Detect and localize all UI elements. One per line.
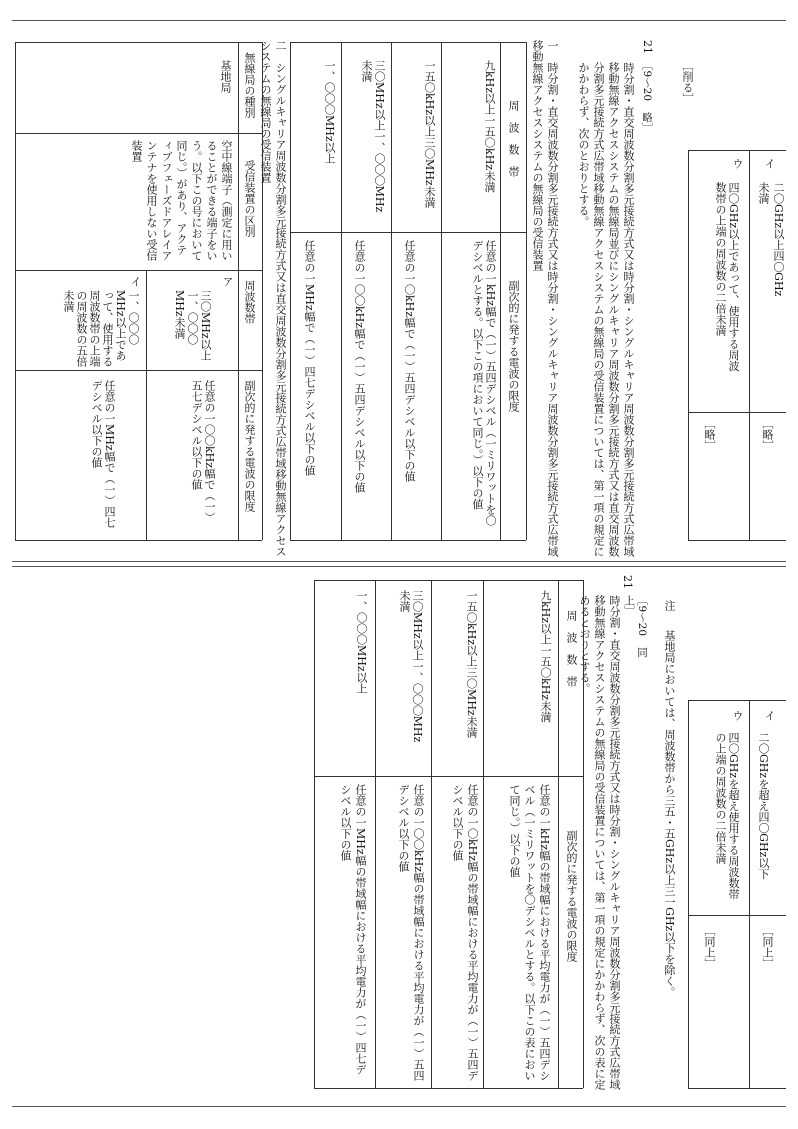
item-u-note: ［略］ [703,418,716,451]
table2-station: 基地局 [219,60,232,93]
item-i-note: ［略］ [761,418,774,451]
table2-a-range: 三〇MHz以上一、〇〇〇MHz未満 [173,290,212,361]
item-u-range: 四〇GHz以上であって、使用する周波数帯の上端の周波数の二倍未満 [714,182,740,372]
table1-row2-limit: 任意の一〇kHz幅で（一）五四デシベル以下の値 [403,240,416,483]
table2-a-label: ア [221,276,234,287]
table1-header-band: 周 波 数 帯 [507,100,520,177]
item-i-label: イ [763,158,776,169]
table2-i-range: 一、〇〇〇MHz以上であって、使用する周波数帯の上端の周波数の五倍未満 [62,290,140,367]
b-item-u-note: ［同上］ [703,925,716,969]
b-row1-band: 九kHz以上一五〇kHz未満 [539,590,552,723]
b-row3-limit: 任意の一〇〇kHz幅の帯域幅における平均電力が（一）五四デシベル以下の値 [397,784,425,1082]
b-item-i-label: イ [763,710,776,721]
b-row4-band: 一、〇〇〇MHz以上 [355,590,368,694]
table2-header-type: 無線局の種別 [243,52,256,118]
b-row3-band: 三〇MHz以上一、〇〇〇MHz未満 [398,590,424,743]
table2-header-band: 周波数帯 [243,280,256,324]
b-para-number: 21 [621,575,634,589]
item-i-range: 二〇GHz以上四〇GHz未満 [757,182,785,297]
top-rule [12,20,786,21]
table1-row1-band: 九kHz以上一五〇kHz未満 [483,60,496,193]
b-item-u-range: 四〇GHzを超え使用する周波数帯の上端の周波数の二倍未満 [714,732,740,900]
b-table-header-limit: 副次的に発する電波の限度 [565,830,578,962]
table1-row4-limit: 任意の一MHz幅で（一）四七デシベル以下の値 [303,240,316,476]
b-para-ref: ［9～20 同上］ [623,595,648,658]
b-item-i-note: ［同上］ [761,925,774,969]
middle-rule-upper [12,561,786,562]
para-body: 時分割・直交周波数分割多元接続方式又は時分割・シングルキャリア周波数分割多元接続方式広帯域移動無線アクセスシステムの無線局並びにシングルキャリア周波数分割多元接続方式又は直交周波数分割多元接続方式広帯域移動無線アクセスシステムの無線局の受信装置については、第一項の規定にかかわらず、次のとおりとする。 [577,62,635,557]
table1-row3-limit: 任意の一〇〇kHz幅で（一）五四デシベル以下の値 [353,240,366,494]
b-row2-limit: 任意の一〇kHz幅の帯域幅における平均電力が（一）五四デシベル以下の値 [451,784,479,1082]
b-note-label: 注 [663,600,676,611]
subsection-1-title: 一 時分割・直交周波数分割多元接続方式又は時分割・シングルキャリア周波数分割多元接続方式広帯域移動無線アクセスシステムの無線局の受信装置 [531,40,559,557]
b-row4-limit: 任意の一MHz幅の帯域幅における平均電力が（一）四七デシベル以下の値 [339,784,367,1075]
table1-header-limit: 副次的に発する電波の限度 [507,280,520,412]
table1-row1-limit: 任意の一kHz幅で（一）五四デシベル（一ミリワットを〇デシベルとする。以下この項において同じ。）以下の値 [471,240,497,527]
table2-i-limit: 任意の一MHz幅で（一）四七デシベル以下の値 [90,380,116,528]
table1-row3-band: 三〇MHz以上一、〇〇〇MHz未満 [360,60,386,213]
b-note: 基地局においては、周波数帯から三五・五GHz以上三一GHz以下を除く。 [663,630,676,998]
table2-header-limit: 副次的に発する電波の限度 [243,380,256,512]
b-row2-band: 一五〇kHz以上三〇MHz未満 [465,590,478,738]
para-number: 21 [641,40,654,54]
para-ref: ［9～20 略］ [641,60,653,133]
b-item-i-range: 二〇GHzを超え四〇GHz以下 [757,732,770,880]
b-table-header-band: 周 波 数 帯 [565,610,578,687]
middle-rule-lower [12,566,786,567]
item-u-label: ウ [731,158,744,169]
table1-row2-band: 一五〇kHz以上三〇MHz未満 [423,60,436,208]
table2-header-device: 受信装置の区別 [243,160,256,237]
b-row1-limit: 任意の一kHz幅の帯域幅における平均電力が（一）五四デシベル（一ミリワットを〇デシベルとする。以下この表において同じ。）以下の値 [508,784,551,1082]
b-para-body: 時分割・直交周波数分割多元接続方式又は時分割・シングルキャリア周波数分割多元接続方式広帯域移動無線アクセスシステムの無線局の受信装置については、第一項の規定にかかわらず、次の表に定めるとおりとする。 [578,595,621,1090]
table2-a-limit: 任意の一〇〇kHz幅で（一）五七デシベル以下の値 [190,380,216,524]
bottom-rule [12,1106,786,1107]
b-item-u-label: ウ [731,710,744,721]
table2-device: 空中線端子（測定に用いることができる端子をいう。以下この号において同じ。）があり、アクティブフェーズドアレイアンテナを使用しない受信装置 [130,140,233,261]
subsection-2-title: 二 シングルキャリア周波数分割多元接続方式又は直交周波数分割多元接続方式広帯域移動無線アクセスシステムの無線局の受信装置 [259,40,287,557]
table2-i-label: イ [129,276,142,287]
table1-row4-band: 一、〇〇〇MHz以上 [323,60,336,164]
deleted-mark: ［削る］ [681,60,694,104]
